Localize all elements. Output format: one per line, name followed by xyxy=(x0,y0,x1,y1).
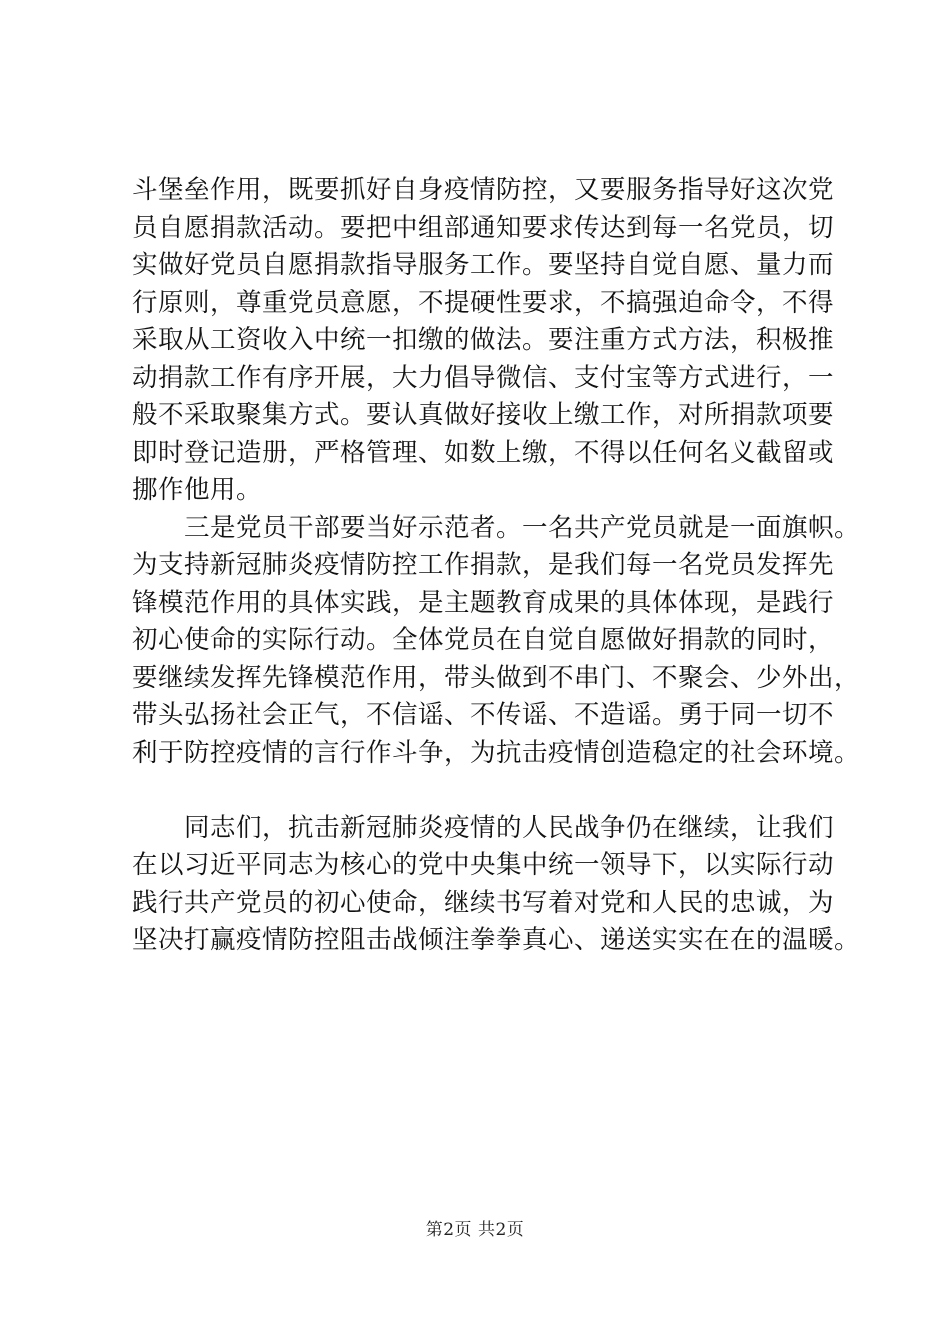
text-line: 行原则，尊重党员意愿，不提硬性要求，不搞强迫命令，不得 xyxy=(132,287,835,318)
text-line: 斗堡垒作用，既要抓好自身疫情防控，又要服务指导好这次党 xyxy=(132,175,835,205)
text-line: 采取从工资收入中统一扣缴的做法。要注重方式方法，积极推 xyxy=(132,325,835,355)
text-line: 在以习近平同志为核心的党中央集中统一领导下，以实际行动 xyxy=(132,850,835,880)
paragraph-continuation xyxy=(132,172,842,510)
text-line: 为支持新冠肺炎疫情防控工作捐款，是我们每一名党员发挥先 xyxy=(132,550,835,580)
text-line: 三是党员干部要当好示范者。一名共产党员就是一面旗帜。 xyxy=(132,512,861,543)
text-line: 般不采取聚集方式。要认真做好接收上缴工作，对所捐款项要 xyxy=(132,400,835,430)
text-line: 践行共产党员的初心使命，继续书写着对党和人民的忠诚，为 xyxy=(132,887,835,918)
paragraph-role-model xyxy=(132,510,861,773)
text-line: 实做好党员自愿捐款指导服务工作。要坚持自觉自愿、量力而 xyxy=(132,250,835,280)
text-line: 坚决打赢疫情防控阻击战倾注拳拳真心、递送实实在在的温暖。 xyxy=(132,925,861,955)
paragraph-closing xyxy=(132,810,861,960)
text-line: 带头弘扬社会正气，不信谣、不传谣、不造谣。勇于同一切不 xyxy=(132,700,835,730)
text-line: 挪作他用。 xyxy=(132,475,263,505)
text-line: 同志们，抗击新冠肺炎疫情的人民战争仍在继续，让我们 xyxy=(132,812,835,843)
text-line: 员自愿捐款活动。要把中组部通知要求传达到每一名党员，切 xyxy=(132,212,835,243)
page-number-footer: 第2页 共2页 xyxy=(425,1220,525,1240)
text-line: 要继续发挥先锋模范作用，带头做到不串门、不聚会、少外出， xyxy=(132,662,861,693)
paragraph-spacer xyxy=(132,772,842,810)
document-body xyxy=(132,172,861,960)
text-line: 利于防控疫情的言行作斗争，为抗击疫情创造稳定的社会环境。 xyxy=(132,737,861,768)
text-line: 动捐款工作有序开展，大力倡导微信、支付宝等方式进行，一 xyxy=(132,362,835,393)
text-line: 即时登记造册，严格管理、如数上缴，不得以任何名义截留或 xyxy=(132,437,835,468)
text-line: 初心使命的实际行动。全体党员在自觉自愿做好捐款的同时， xyxy=(132,625,835,655)
text-line: 锋模范作用的具体实践，是主题教育成果的具体体现，是践行 xyxy=(132,587,835,618)
